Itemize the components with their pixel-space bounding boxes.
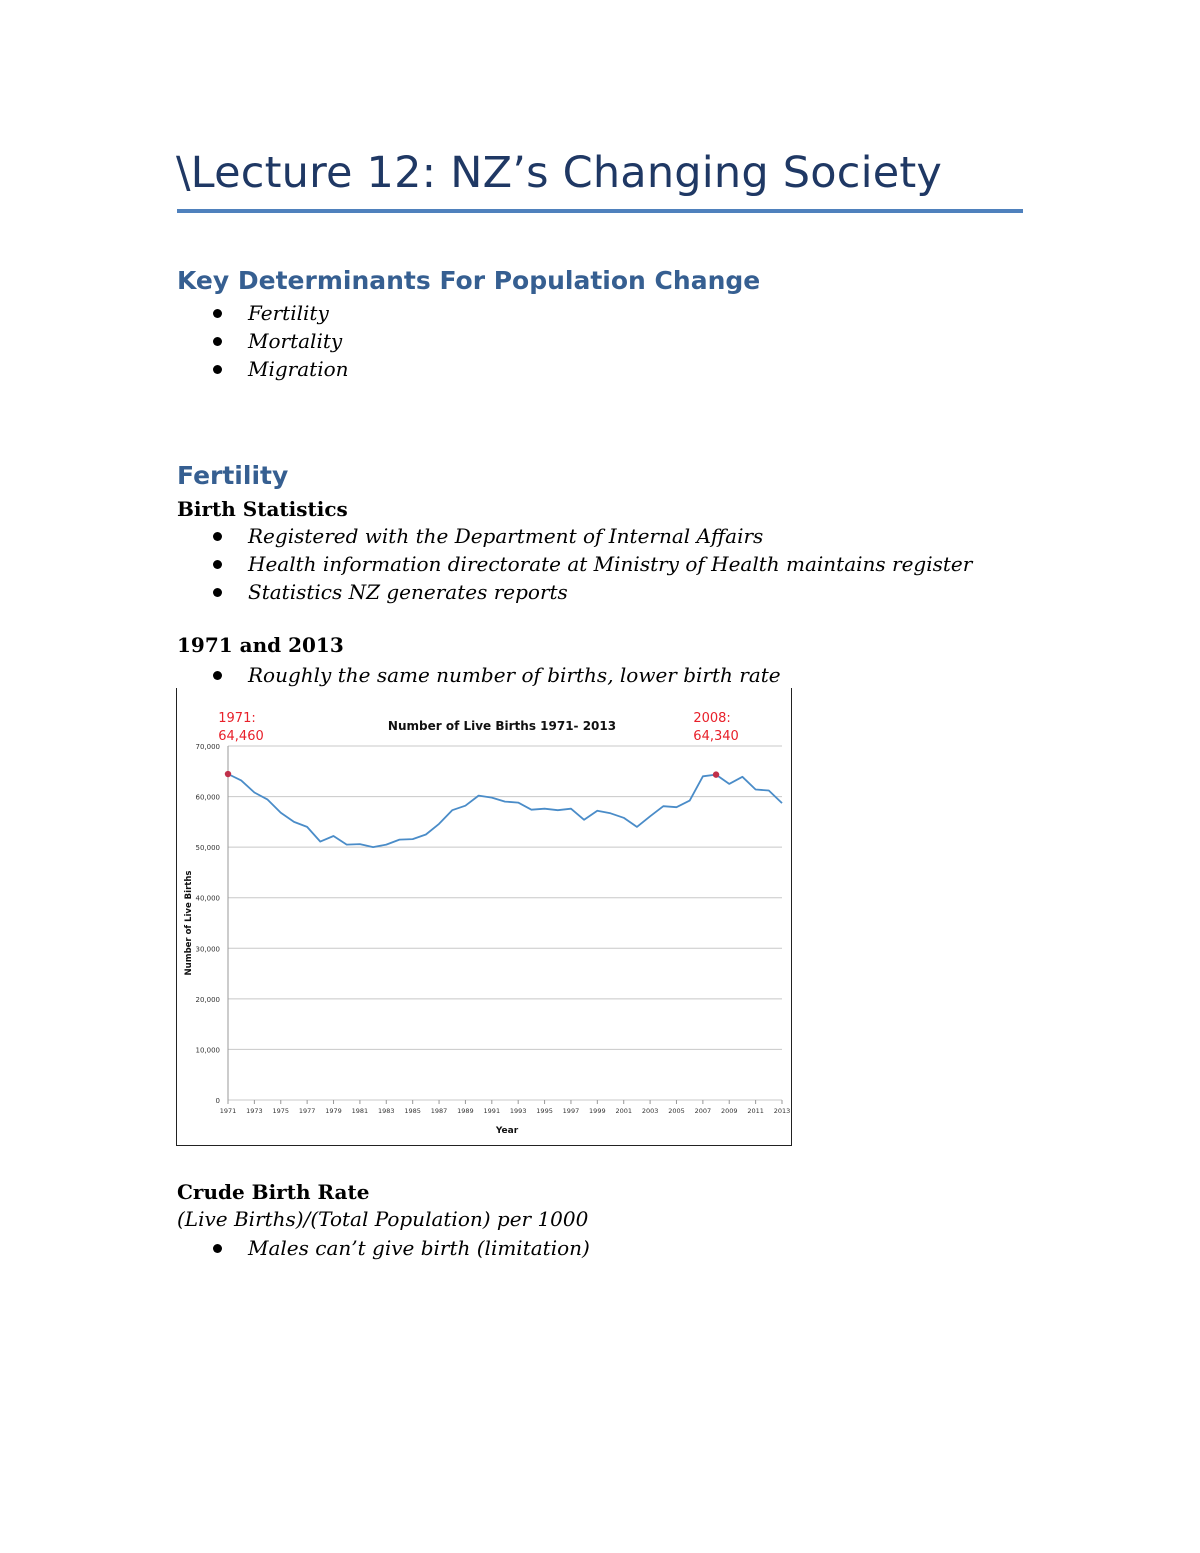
bullet-icon	[213, 560, 222, 569]
bullet-icon	[213, 365, 222, 374]
bullet-icon	[213, 532, 222, 541]
live-births-chart-frame	[176, 688, 792, 1146]
x-tick-label: 2005	[668, 1107, 685, 1115]
y-tick-label: 30,000	[195, 945, 220, 954]
x-tick-label: 1991	[483, 1107, 501, 1115]
crude-birth-rate-formula: (Live Births)/(Total Population) per 1000	[177, 1207, 589, 1231]
heading-birth-statistics: Birth Statistics	[177, 497, 348, 521]
y-tick-label: 50,000	[195, 844, 220, 853]
y-tick-label: 60,000	[195, 793, 220, 802]
bullet-icon	[213, 337, 222, 346]
bullet-icon	[213, 588, 222, 597]
annotation-marker	[225, 771, 231, 777]
annotation-marker	[713, 771, 719, 777]
x-tick-label: 2013	[773, 1107, 790, 1115]
list-item-text: Migration	[248, 357, 349, 381]
list-item-text: Registered with the Department of Internal Affairs	[248, 524, 764, 548]
chart-title: Number of Live Births 1971- 2013	[387, 719, 617, 733]
x-tick-label: 1985	[404, 1107, 421, 1115]
birth-statistics-list	[177, 522, 972, 606]
title-underline	[177, 209, 1023, 213]
list-item-text: Statistics NZ generates reports	[248, 580, 568, 604]
x-tick-label: 2009	[720, 1107, 738, 1115]
x-tick-label: 1975	[272, 1107, 290, 1115]
bullet-icon	[213, 1244, 222, 1253]
heading-crude-birth-rate: Crude Birth Rate	[177, 1180, 370, 1204]
list-item	[177, 327, 349, 355]
y-tick-label: 10,000	[195, 1046, 220, 1055]
y-tick-label: 0	[215, 1097, 220, 1105]
bullet-icon	[213, 671, 222, 680]
heading-fertility: Fertility	[177, 461, 289, 490]
x-tick-label: 1973	[246, 1107, 263, 1115]
y-tick-label: 20,000	[195, 995, 220, 1004]
x-tick-label: 2007	[694, 1107, 712, 1115]
y-tick-label: 40,000	[195, 894, 220, 903]
page-title: \Lecture 12: NZ’s Changing Society	[176, 148, 943, 198]
heading-key-determinants: Key Determinants For Population Change	[177, 266, 761, 295]
x-tick-label: 2003	[641, 1107, 659, 1115]
list-item-text: Mortality	[248, 329, 343, 353]
list-item	[177, 355, 349, 383]
x-tick-label: 2011	[747, 1107, 764, 1115]
series-line-live-births	[228, 774, 782, 847]
list-item	[177, 578, 972, 606]
x-tick-label: 1983	[378, 1107, 395, 1115]
list-item	[177, 522, 972, 550]
x-tick-label: 1979	[325, 1107, 342, 1115]
determinants-list	[177, 299, 349, 383]
annotation-label: 1971:	[218, 711, 256, 726]
list-item-text: Health information directorate at Ministry of Health maintains register	[248, 552, 973, 576]
heading-1971-2013: 1971 and 2013	[177, 633, 344, 657]
x-tick-label: 1987	[430, 1107, 448, 1115]
annotation-label: 2008:	[693, 711, 731, 726]
x-tick-label: 1995	[536, 1107, 553, 1115]
annotation-value: 64,460	[218, 729, 264, 744]
x-tick-label: 1981	[351, 1107, 369, 1115]
x-tick-label: 1989	[457, 1107, 474, 1115]
x-tick-label: 1999	[589, 1107, 606, 1115]
x-tick-label: 1997	[562, 1107, 580, 1115]
list-item	[177, 550, 972, 578]
x-tick-label: 1971	[219, 1107, 237, 1115]
crude-birth-rate-list	[177, 1234, 590, 1262]
list-item-text: Roughly the same number of births, lower birth rate	[248, 663, 781, 687]
y-tick-label: 70,000	[195, 743, 220, 751]
y-axis-label: Number of Live Births	[184, 870, 194, 976]
list-item-text: Fertility	[248, 301, 329, 325]
x-tick-label: 2001	[615, 1107, 632, 1115]
bullet-icon	[213, 309, 222, 318]
list-item-text: Males can’t give birth (limitation)	[248, 1236, 590, 1260]
x-tick-label: 1993	[509, 1107, 527, 1115]
x-axis-label: Year	[495, 1126, 519, 1136]
list-item	[177, 1234, 590, 1262]
comparison-list	[177, 661, 781, 689]
list-item	[177, 299, 349, 327]
live-births-chart	[177, 688, 790, 1144]
list-item	[177, 661, 781, 689]
annotation-value: 64,340	[693, 729, 739, 744]
x-tick-label: 1977	[298, 1107, 316, 1115]
